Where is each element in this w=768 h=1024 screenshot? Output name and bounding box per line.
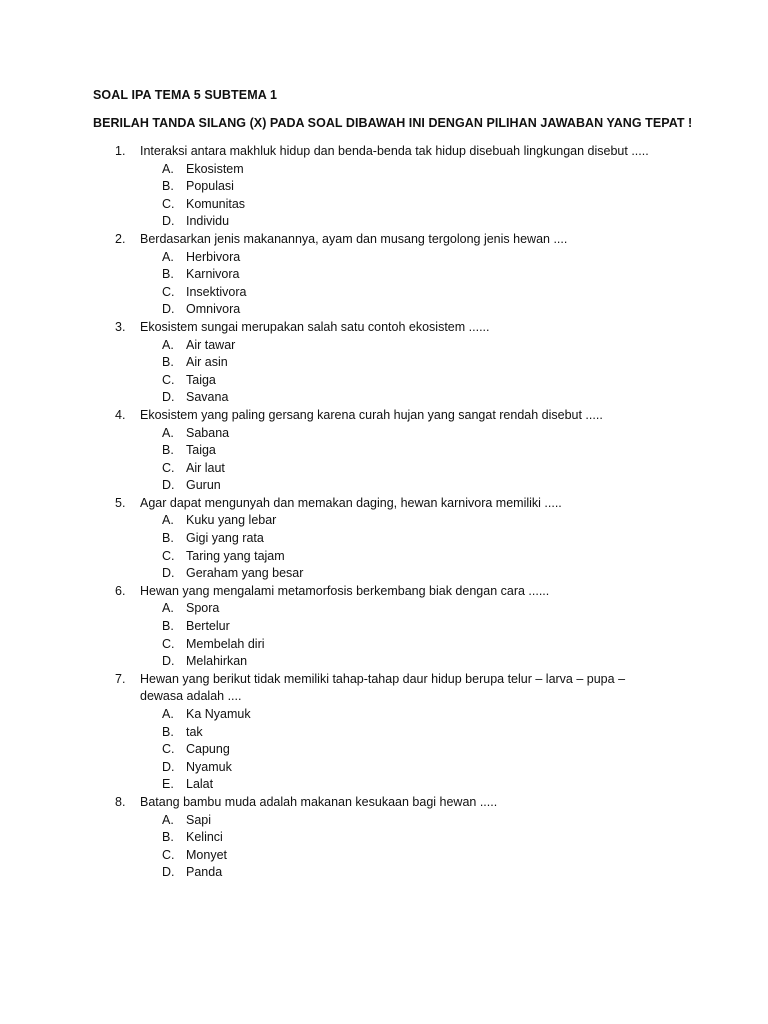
answer-option — [0, 425, 768, 443]
answer-option — [0, 741, 768, 759]
question-number: 1. — [115, 144, 126, 158]
question-text: Ekosistem yang paling gersang karena curah hujan yang sangat rendah disebut ..... — [140, 407, 603, 422]
answer-option — [0, 724, 768, 742]
answer-options — [0, 706, 768, 794]
question-line — [0, 583, 768, 601]
option-letter: B. — [162, 355, 174, 370]
option-letter: C. — [162, 847, 175, 862]
answer-option — [0, 196, 768, 214]
option-text: Individu — [186, 214, 230, 229]
question-line — [0, 143, 768, 161]
option-text: Kelinci — [186, 830, 223, 845]
answer-option — [0, 301, 768, 319]
answer-option — [0, 161, 768, 179]
question-text: Batang bambu muda adalah makanan kesukaan bagi hewan ..... — [140, 794, 498, 809]
answer-option — [0, 284, 768, 302]
question-number: 5. — [115, 495, 126, 510]
option-text: Insektivora — [186, 284, 247, 299]
question-item — [0, 407, 768, 495]
answer-option — [0, 389, 768, 407]
question-text: Berdasarkan jenis makanannya, ayam dan musang tergolong jenis hewan .... — [140, 231, 568, 246]
answer-option — [0, 530, 768, 548]
question-text: Agar dapat mengunyah dan memakan daging, hewan karnivora memiliki ..... — [140, 495, 562, 510]
option-text: Panda — [186, 865, 223, 880]
question-text: Hewan yang mengalami metamorfosis berkembang biak dengan cara ...... — [140, 583, 550, 598]
option-text: Spora — [186, 601, 220, 616]
answer-option — [0, 460, 768, 478]
option-letter: B. — [162, 443, 174, 458]
question-item — [0, 143, 768, 231]
question-item — [0, 794, 768, 882]
option-letter: B. — [162, 267, 174, 282]
option-text: Kuku yang lebar — [186, 513, 277, 528]
option-text: Gigi yang rata — [186, 531, 264, 546]
option-letter: C. — [162, 460, 175, 475]
option-letter: A. — [162, 425, 174, 440]
option-text: Herbivora — [186, 249, 241, 264]
option-letter: C. — [162, 742, 175, 757]
answer-option — [0, 512, 768, 530]
answer-option — [0, 213, 768, 231]
answer-option — [0, 618, 768, 636]
option-letter: D. — [162, 390, 175, 405]
question-line — [0, 688, 768, 706]
option-letter: B. — [162, 830, 174, 845]
option-letter: D. — [162, 566, 175, 581]
option-text: Populasi — [186, 179, 234, 194]
answer-option — [0, 354, 768, 372]
answer-option — [0, 776, 768, 794]
question-text: dewasa adalah .... — [140, 689, 242, 704]
question-number: 3. — [115, 319, 126, 334]
option-letter: D. — [162, 214, 175, 229]
document-title: SOAL IPA TEMA 5 SUBTEMA 1 — [93, 88, 278, 102]
option-letter: A. — [162, 249, 174, 264]
option-letter: A. — [162, 601, 174, 616]
question-item — [0, 671, 768, 794]
question-number: 2. — [115, 231, 126, 246]
answer-option — [0, 477, 768, 495]
answer-option — [0, 600, 768, 618]
answer-option — [0, 565, 768, 583]
question-line — [0, 319, 768, 337]
option-text: Taring yang tajam — [186, 548, 285, 563]
option-letter: C. — [162, 284, 175, 299]
question-list — [0, 143, 768, 882]
option-letter: B. — [162, 179, 174, 194]
option-text: Sabana — [186, 425, 230, 440]
option-text: Monyet — [186, 847, 227, 862]
answer-option — [0, 706, 768, 724]
option-text: Capung — [186, 742, 230, 757]
option-letter: D. — [162, 478, 175, 493]
option-letter: B. — [162, 724, 174, 739]
option-text: Karnivora — [186, 267, 240, 282]
question-text: Hewan yang berikut tidak memiliki tahap-tahap daur hidup berupa telur – larva – pupa – — [140, 671, 626, 686]
option-text: tak — [186, 724, 203, 739]
answer-option — [0, 337, 768, 355]
option-letter: D. — [162, 654, 175, 669]
answer-options — [0, 812, 768, 882]
option-letter: D. — [162, 759, 175, 774]
option-text: Ekosistem — [186, 161, 244, 176]
question-line — [0, 794, 768, 812]
option-text: Omnivora — [186, 302, 241, 317]
question-line — [0, 671, 768, 689]
answer-option — [0, 442, 768, 460]
option-letter: D. — [162, 865, 175, 880]
option-letter: D. — [162, 302, 175, 317]
answer-options — [0, 512, 768, 582]
option-text: Melahirkan — [186, 654, 248, 669]
option-letter: B. — [162, 619, 174, 634]
question-item — [0, 583, 768, 671]
option-text: Taiga — [186, 443, 216, 458]
answer-options — [0, 600, 768, 670]
option-letter: C. — [162, 548, 175, 563]
question-number: 4. — [115, 407, 126, 422]
option-text: Taiga — [186, 372, 216, 387]
option-text: Sapi — [186, 812, 212, 827]
option-text: Komunitas — [186, 196, 246, 211]
option-text: Lalat — [186, 777, 214, 792]
option-text: Air laut — [186, 460, 225, 475]
question-item — [0, 231, 768, 319]
answer-options — [0, 249, 768, 319]
question-text: Ekosistem sungai merupakan salah satu contoh ekosistem ...... — [140, 319, 490, 334]
question-line — [0, 407, 768, 425]
answer-options — [0, 425, 768, 495]
answer-option — [0, 636, 768, 654]
option-letter: E. — [162, 777, 174, 792]
option-text: Savana — [186, 390, 229, 405]
question-text: Interaksi antara makhluk hidup dan benda-benda tak hidup disebuah lingkungan disebut ..... — [140, 144, 649, 158]
answer-option — [0, 829, 768, 847]
option-text: Bertelur — [186, 619, 230, 634]
answer-option — [0, 178, 768, 196]
option-letter: C. — [162, 372, 175, 387]
option-letter: B. — [162, 531, 174, 546]
option-text: Geraham yang besar — [186, 566, 304, 581]
option-letter: A. — [162, 707, 174, 721]
question-number: 7. — [115, 671, 126, 686]
answer-option — [0, 249, 768, 267]
answer-option — [0, 266, 768, 284]
document-instruction: BERILAH TANDA SILANG (X) PADA SOAL DIBAWAH INI DENGAN PILIHAN JAWABAN YANG TEPAT ! — [93, 116, 693, 130]
answer-options — [0, 161, 768, 231]
answer-option — [0, 812, 768, 830]
option-text: Air asin — [186, 355, 228, 370]
question-number: 8. — [115, 794, 126, 809]
question-item — [0, 319, 768, 407]
answer-option — [0, 847, 768, 865]
option-letter: A. — [162, 513, 174, 528]
option-letter: A. — [162, 812, 174, 827]
question-line — [0, 231, 768, 249]
answer-options — [0, 337, 768, 407]
option-text: Nyamuk — [186, 759, 232, 774]
answer-option — [0, 864, 768, 882]
answer-option — [0, 548, 768, 566]
option-text: Air tawar — [186, 337, 236, 352]
option-text: Membelah diri — [186, 636, 265, 651]
option-text: Ka Nyamuk — [186, 707, 251, 721]
question-item — [0, 495, 768, 583]
option-text: Gurun — [186, 478, 221, 493]
question-line — [0, 495, 768, 513]
option-letter: C. — [162, 636, 175, 651]
question-number: 6. — [115, 583, 126, 598]
option-letter: C. — [162, 196, 175, 211]
option-letter: A. — [162, 337, 174, 352]
answer-option — [0, 653, 768, 671]
option-letter: A. — [162, 161, 174, 176]
answer-option — [0, 372, 768, 390]
answer-option — [0, 759, 768, 777]
